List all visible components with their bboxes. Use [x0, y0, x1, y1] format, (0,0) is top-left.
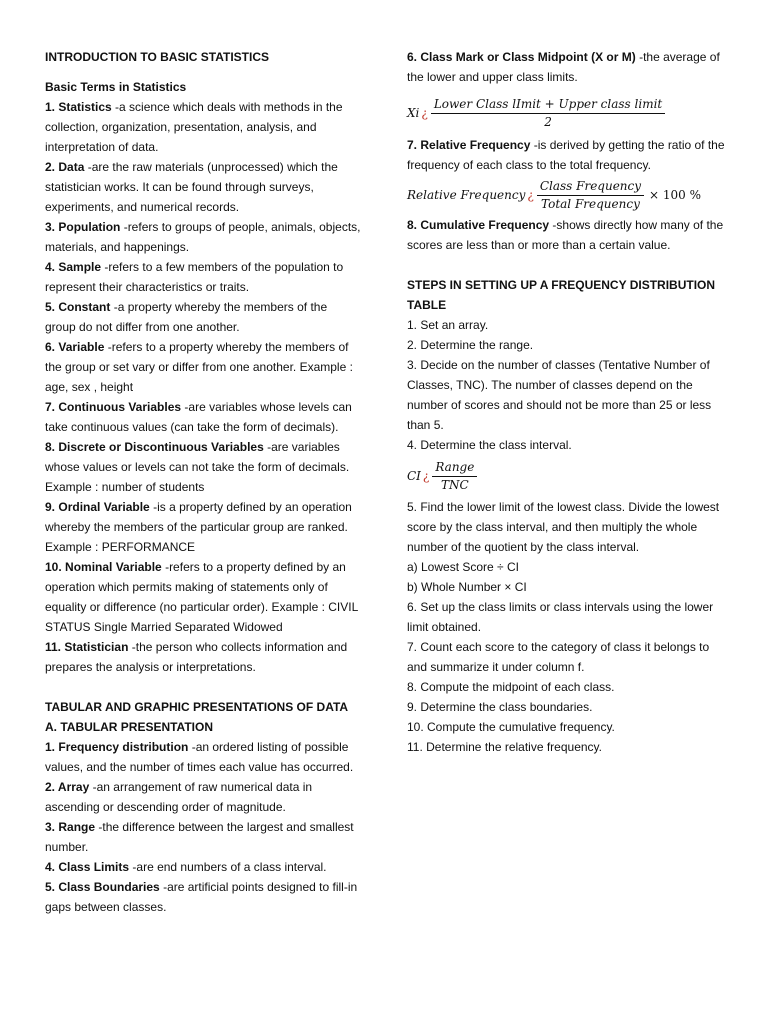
fraction — [432, 459, 477, 494]
fraction-denominator: Total Frequency — [541, 196, 640, 211]
fraction-numerator: Range — [432, 459, 477, 477]
step-item: 1. Set an array. — [407, 318, 489, 332]
subsection-heading-tabular: A. TABULAR PRESENTATION — [45, 720, 213, 734]
term-array: 2. Array -an arrangement of raw numerical data in ascending or descending order of magnitude. — [45, 780, 313, 814]
right-column — [407, 47, 727, 757]
term-relative-frequency: 7. Relative Frequency -is derived by getting the ratio of the frequency of each class to the total frequency. — [407, 138, 725, 172]
term-class-mark: 6. Class Mark or Class Midpoint (X or M) -the average of the lower and upper class limits. — [407, 50, 720, 84]
step-item: 8. Compute the midpoint of each class. — [407, 680, 615, 694]
step-item: a) Lowest Score ÷ CI — [407, 560, 519, 574]
fraction-denominator: TNC — [441, 477, 469, 492]
steps-list-part-1 — [407, 315, 727, 455]
relative-frequency-formula — [407, 175, 727, 215]
formula-lhs: Xi — [407, 106, 420, 120]
basic-terms-heading: Basic Terms in Statistics — [45, 80, 187, 94]
fraction — [537, 178, 644, 213]
term-constant: 5. Constant -a property whereby the members of the group do not differ from one another. — [45, 300, 328, 334]
step-item: 5. Find the lower limit of the lowest class. Divide the lowest score by the class interval, and then multiply the whole number of the quotient by the class interval. — [407, 500, 720, 554]
left-column — [45, 47, 361, 917]
fraction — [431, 96, 665, 131]
term-range: 3. Range -the difference between the largest and smallest number. — [45, 820, 354, 854]
fraction-numerator: Lower Class lImit + Upper class limit — [431, 96, 665, 114]
term-sample: 4. Sample -refers to a few members of the population to represent their characteristics or traits. — [45, 260, 344, 294]
tabular-terms-list — [45, 737, 361, 917]
steps-heading: STEPS IN SETTING UP A FREQUENCY DISTRIBUTION TABLE — [407, 278, 716, 312]
step-item: 7. Count each score to the category of class it belongs to and summarize it under column f. — [407, 640, 710, 674]
step-item: 2. Determine the range. — [407, 338, 534, 352]
step-item: 9. Determine the class boundaries. — [407, 700, 593, 714]
step-item: 6. Set up the class limits or class intervals using the lower limit obtained. — [407, 600, 714, 634]
term-statistics: 1. Statistics -a science which deals with methods in the collection, organization, presentation, analysis, and interpretation of data. — [45, 100, 343, 154]
class-mark-formula — [407, 91, 727, 135]
formula-lhs: CI — [407, 469, 421, 483]
class-interval-formula — [407, 455, 727, 497]
term-cumulative-frequency: 8. Cumulative Frequency -shows directly how many of the scores are less than or more than a certain value. — [407, 218, 724, 252]
term-variable: 6. Variable -refers to a property whereby the members of the group or set vary or differ from one another. Example : age, sex , height — [45, 340, 353, 394]
section-heading-tabular-graphic: TABULAR AND GRAPHIC PRESENTATIONS OF DATA — [45, 700, 349, 714]
term-frequency-distribution: 1. Frequency distribution -an ordered listing of possible values, and the number of times each value has occurred. — [45, 740, 354, 774]
steps-list-part-2 — [407, 497, 727, 757]
term-population: 3. Population -refers to groups of people, animals, objects, materials, and happenings. — [45, 220, 361, 254]
fraction-denominator: 2 — [544, 114, 552, 129]
formula-glyph: ¿ — [527, 188, 534, 202]
term-ordinal-variable: 9. Ordinal Variable -is a property defined by an operation whereby the members of the particular group are ranked. Example : PERFORMANCE — [45, 500, 352, 554]
step-item: 10. Compute the cumulative frequency. — [407, 720, 615, 734]
term-statistician: 11. Statistician -the person who collects information and prepares the analysis or interpretations. — [45, 640, 348, 674]
term-continuous-variables: 7. Continuous Variables -are variables whose levels can take continuous values (can take the form of decimals). — [45, 400, 352, 434]
formula-multiplier: × 100 % — [649, 188, 702, 202]
step-item: b) Whole Number × CI — [407, 580, 527, 594]
fraction-numerator: Class Frequency — [537, 178, 644, 196]
formula-lhs: Relative Frequency — [407, 188, 526, 202]
step-item: 4. Determine the class interval. — [407, 438, 572, 452]
formula-glyph: ¿ — [422, 469, 430, 483]
document-title: INTRODUCTION TO BASIC STATISTICS — [45, 50, 269, 64]
term-class-limits: 4. Class Limits -are end numbers of a class interval. — [45, 860, 327, 874]
term-nominal-variable: 10. Nominal Variable -refers to a property defined by an operation which permits making of statements only of equality or difference (no particular order). Example : CIVIL STATUS Single Married Separated Widowed — [45, 560, 358, 634]
term-data: 2. Data -are the raw materials (unprocessed) which the statistician works. It can be found through surveys, experiments, and numerical records. — [45, 160, 338, 214]
term-discrete-variables: 8. Discrete or Discontinuous Variables -are variables whose values or levels can not take the form of decimals. Example : number of students — [45, 440, 350, 494]
basic-terms-list — [45, 97, 361, 677]
step-item: 3. Decide on the number of classes (Tentative Number of Classes, TNC). The number of classes depend on the number of scores and should not be more than 25 or less than 5. — [407, 358, 712, 432]
formula-glyph: ¿ — [421, 106, 428, 120]
step-item: 11. Determine the relative frequency. — [407, 740, 602, 754]
term-class-boundaries: 5. Class Boundaries -are artificial points designed to fill-in gaps between classes. — [45, 880, 358, 914]
